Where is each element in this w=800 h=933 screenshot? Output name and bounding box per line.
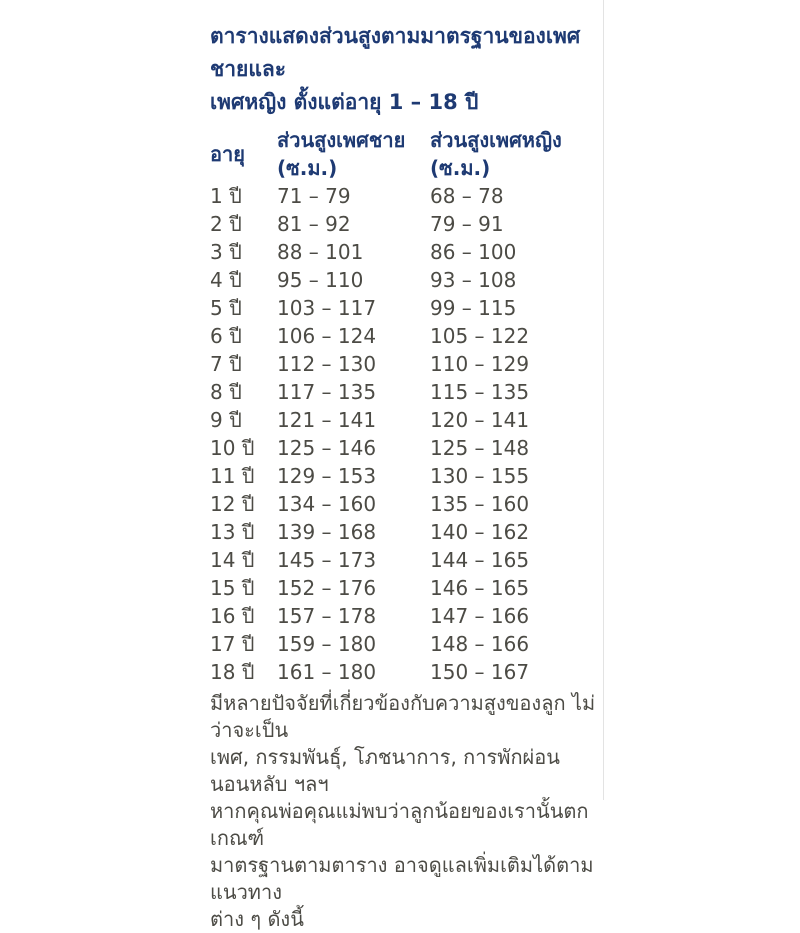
female-height-cell: 144 – 165 <box>430 548 530 572</box>
male-height-cell: 103 – 117 <box>277 296 377 320</box>
female-height-cell: 93 – 108 <box>430 268 517 292</box>
female-height-cell: 150 – 167 <box>430 660 530 684</box>
male-height-cell: 95 – 110 <box>277 268 364 292</box>
col-header-male-label: ส่วนสูงเพศชาย <box>277 128 406 152</box>
female-height-cell: 148 – 166 <box>430 632 530 656</box>
male-height-cell: 121 – 141 <box>277 408 377 432</box>
col-header-male-height <box>277 126 430 182</box>
female-height-cell: 105 – 122 <box>430 324 530 348</box>
male-height-cell: 159 – 180 <box>277 632 377 656</box>
male-height-cell: 81 – 92 <box>277 212 351 236</box>
col-header-male-unit: (ซ.ม.) <box>277 156 338 180</box>
female-height-cell: 110 – 129 <box>430 352 530 376</box>
table-header-row <box>210 126 598 182</box>
table-row <box>210 266 598 294</box>
male-height-cell: 145 – 173 <box>277 548 377 572</box>
table-row <box>210 546 598 574</box>
age-cell: 9 ปี <box>210 408 242 432</box>
female-height-cell: 135 – 160 <box>430 492 530 516</box>
table-row <box>210 518 598 546</box>
male-height-cell: 157 – 178 <box>277 604 377 628</box>
age-cell: 7 ปี <box>210 352 242 376</box>
article-content <box>210 20 598 933</box>
table-row <box>210 434 598 462</box>
female-height-cell: 79 – 91 <box>430 212 504 236</box>
table-row <box>210 322 598 350</box>
table-row <box>210 350 598 378</box>
male-height-cell: 106 – 124 <box>277 324 377 348</box>
female-height-cell: 68 – 78 <box>430 184 504 208</box>
card-right-border <box>603 0 604 800</box>
female-height-cell: 99 – 115 <box>430 296 517 320</box>
table-row <box>210 378 598 406</box>
age-cell: 11 ปี <box>210 464 255 488</box>
footer-note-line: ต่าง ๆ ดังนี้ <box>210 907 304 931</box>
male-height-cell: 112 – 130 <box>277 352 377 376</box>
male-height-cell: 125 – 146 <box>277 436 377 460</box>
male-height-cell: 71 – 79 <box>277 184 351 208</box>
male-height-cell: 134 – 160 <box>277 492 377 516</box>
footer-note-line: เพศ, กรรมพันธุ์, โภชนาการ, การพักผ่อนนอนหลับ ฯลฯ <box>210 745 560 796</box>
age-cell: 6 ปี <box>210 324 242 348</box>
age-cell: 17 ปี <box>210 632 255 656</box>
male-height-cell: 117 – 135 <box>277 380 377 404</box>
age-cell: 5 ปี <box>210 296 242 320</box>
col-header-female-unit: (ซ.ม.) <box>430 156 491 180</box>
footer-note-line: หากคุณพ่อคุณแม่พบว่าลูกน้อยของเรานั้นตกเกณฑ์ <box>210 799 589 850</box>
male-height-cell: 161 – 180 <box>277 660 377 684</box>
female-height-cell: 146 – 165 <box>430 576 530 600</box>
female-height-cell: 120 – 141 <box>430 408 530 432</box>
male-height-cell: 88 – 101 <box>277 240 364 264</box>
female-height-cell: 86 – 100 <box>430 240 517 264</box>
female-height-cell: 125 – 148 <box>430 436 530 460</box>
table-row <box>210 658 598 686</box>
table-row <box>210 210 598 238</box>
age-cell: 14 ปี <box>210 548 255 572</box>
male-height-cell: 139 – 168 <box>277 520 377 544</box>
page-title-line1: ตารางแสดงส่วนสูงตามมาตรฐานของเพศชายและ <box>210 24 581 81</box>
age-cell: 16 ปี <box>210 604 255 628</box>
age-cell: 4 ปี <box>210 268 242 292</box>
table-row <box>210 406 598 434</box>
age-cell: 10 ปี <box>210 436 255 460</box>
table-body <box>210 182 598 686</box>
age-cell: 8 ปี <box>210 380 242 404</box>
height-standards-table <box>210 126 598 686</box>
female-height-cell: 130 – 155 <box>430 464 530 488</box>
age-cell: 2 ปี <box>210 212 242 236</box>
table-row <box>210 630 598 658</box>
table-row <box>210 294 598 322</box>
age-cell: 1 ปี <box>210 184 242 208</box>
female-height-cell: 115 – 135 <box>430 380 530 404</box>
age-cell: 15 ปี <box>210 576 255 600</box>
page-title <box>210 20 598 119</box>
age-cell: 12 ปี <box>210 492 255 516</box>
page-title-line2: เพศหญิง ตั้งแต่อายุ 1 – 18 ปี <box>210 90 479 114</box>
male-height-cell: 152 – 176 <box>277 576 377 600</box>
table-row <box>210 462 598 490</box>
table-row <box>210 602 598 630</box>
table-row <box>210 490 598 518</box>
footer-note-line: มีหลายปัจจัยที่เกี่ยวข้องกับความสูงของลูก ไม่ว่าจะเป็น <box>210 691 596 742</box>
footer-note-line: มาตรฐานตามตาราง อาจดูแลเพิ่มเติมได้ตามแนวทาง <box>210 853 594 904</box>
table-row <box>210 238 598 266</box>
male-height-cell: 129 – 153 <box>277 464 377 488</box>
age-cell: 18 ปี <box>210 660 255 684</box>
female-height-cell: 147 – 166 <box>430 604 530 628</box>
footer-note <box>210 690 598 933</box>
col-header-female-label: ส่วนสูงเพศหญิง <box>430 128 562 152</box>
table-row <box>210 182 598 210</box>
age-cell: 3 ปี <box>210 240 242 264</box>
age-cell: 13 ปี <box>210 520 255 544</box>
female-height-cell: 140 – 162 <box>430 520 530 544</box>
col-header-female-height <box>430 126 598 182</box>
table-row <box>210 574 598 602</box>
col-header-age: อายุ <box>210 142 245 166</box>
